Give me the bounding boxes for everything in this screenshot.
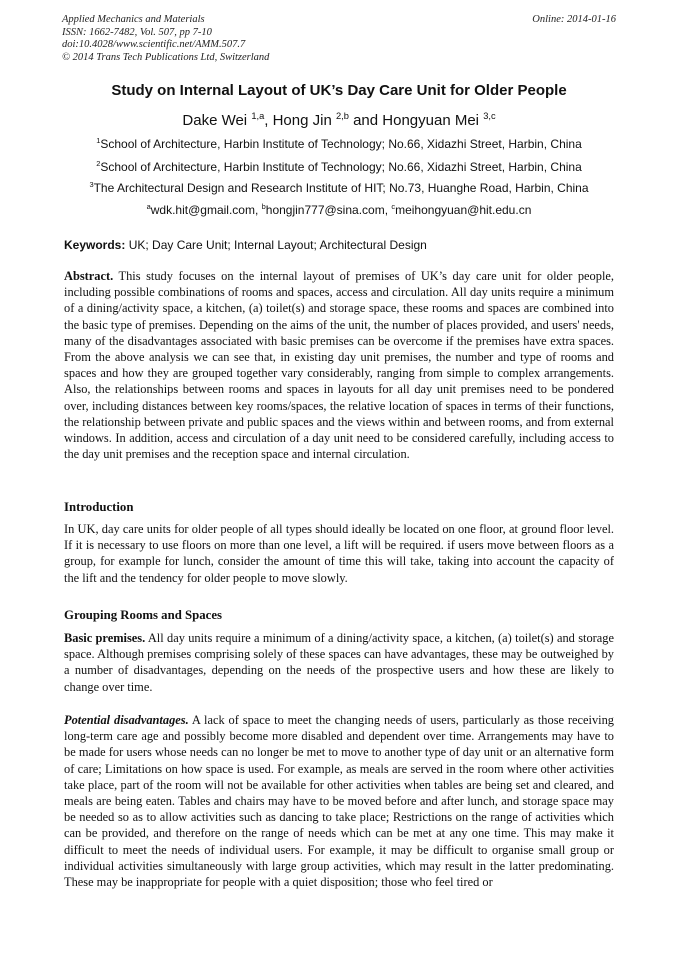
journal-name: Applied Mechanics and Materials xyxy=(62,14,205,25)
email-marker: c xyxy=(391,202,396,211)
author-name: Hong Jin xyxy=(272,112,336,129)
author-separator: and xyxy=(348,112,383,129)
affiliation-2 xyxy=(0,160,678,174)
email-address: hongjin777@sina.com, xyxy=(265,203,392,217)
author-name: Hongyuan Mei xyxy=(382,112,484,129)
author-superscript: 2,b xyxy=(335,111,349,121)
affiliation-3 xyxy=(0,181,678,195)
keywords-line xyxy=(64,238,427,252)
basic-premises-label: Basic premises. xyxy=(64,631,146,645)
author-name: Dake Wei xyxy=(182,112,252,129)
author-superscript: 1,a xyxy=(251,111,265,121)
affiliation-1 xyxy=(0,137,678,151)
issn-line: ISSN: 1662-7482, Vol. 507, pp 7-10 xyxy=(62,26,212,38)
potential-disadvantages-label: Potential disadvantages. xyxy=(64,713,189,727)
potential-disadvantages-text: A lack of space to meet the changing needs of users, particularly as those receiving long-term care age and possibly become more disabled and dependent over time. Arrangements may have to be made for users whose needs can no longer be met to move to another type of day unit or an alternative form of care; Limitations on how space is used. For example, as meals are served in the room where other activities take place, part of the room will not be available for other activities when tables are being set and cleared, and meals are being eaten. Tables and chairs may have to be moved before and after lunch, and storage space may be needed so as to allow activities such as dancing to take place; Restrictions on the range of activities which can be provided, and therefore on the range of needs which can be met at any one time. This may make it difficult to meet the needs of individual users. For example, it may be difficult to organise small group or individual activities simultaneously with large group activities, which may result in the latter predominating. These may be inappropriate for people with a quiet disposition; those who feel tired or xyxy=(64,713,614,890)
affiliation-marker: 1 xyxy=(96,136,101,145)
abstract-text: This study focuses on the internal layout of premises of UK’s day care unit for older people, including possible combinations of rooms and spaces, access and circulation. All day units require a minimum of a dining/activity space, a kitchen, (a) toilet(s) and storage space, these rooms and spaces are combined into the basic type of premises. Depending on the aims of the unit, the number of places provided, and users' needs, many of the disadvantages associated with basic premises can be overcome if the premises have extra spaces. From the above analysis we can see that, in existing day unit premises, the number and type of rooms and spaces and how they are grouped together vary considerably, ranging from simple to complex arrangements. Also, the relationships between rooms and spaces in layouts for all day unit premises need to be pondered over, including distances between key rooms/spaces, the relative location of spaces in terms of their functions, the relationship between private and public spaces and the views within and between rooms, and from external windows. In addition, access and circulation of a day unit need to be considered carefully, including access to the day unit premises and the reception space and internal circulation. xyxy=(64,269,614,462)
affiliation-marker: 2 xyxy=(96,159,101,168)
email-address: wdk.hit@gmail.com, xyxy=(150,203,262,217)
affiliation-text: School of Architecture, Harbin Institute of Technology; No.66, Xidazhi Street, Harbin, China xyxy=(100,137,582,151)
grouping-heading: Grouping Rooms and Spaces xyxy=(64,608,222,622)
author-separator: , xyxy=(264,112,273,129)
doi-line: doi:10.4028/www.scientific.net/AMM.507.7 xyxy=(62,39,246,50)
author-superscript: 3,c xyxy=(483,111,496,121)
copyright-line: © 2014 Trans Tech Publications Ltd, Switzerland xyxy=(62,51,270,63)
abstract-label: Abstract. xyxy=(64,269,114,283)
paper-title: Study on Internal Layout of UK’s Day Care Unit for Older People xyxy=(111,82,567,99)
email-marker: b xyxy=(261,202,266,211)
introduction-heading: Introduction xyxy=(64,500,134,514)
keywords-text: UK; Day Care Unit; Internal Layout; Architectural Design xyxy=(125,238,427,252)
affiliation-text: School of Architecture, Harbin Institute of Technology; No.66, Xidazhi Street, Harbin, China xyxy=(100,160,582,174)
abstract-paragraph xyxy=(64,268,614,462)
keywords-label: Keywords: xyxy=(64,238,126,252)
email-list xyxy=(0,203,678,217)
author-list xyxy=(0,112,678,130)
affiliation-marker: 3 xyxy=(89,180,94,189)
publication-info xyxy=(62,14,269,64)
affiliation-text: The Architectural Design and Research Institute of HIT; No.73, Huanghe Road, Harbin, China xyxy=(93,181,589,195)
potential-disadvantages-paragraph xyxy=(64,712,614,890)
email-address: meihongyuan@hit.edu.cn xyxy=(395,203,532,217)
introduction-paragraph: In UK, day care units for older people of all types should ideally be located on one floor, at ground floor level. If it is necessary to use floors on more than one level, a lift will be required. if users move between floors as a group, for example for lunch, consider the amount of time this will take, taking into account the capacity of the lift and the tendency for older people to move slowly. xyxy=(64,522,614,585)
basic-premises-text: All day units require a minimum of a dining/activity space, a kitchen, (a) toilet(s) and storage space. Although premises comprising solely of these spaces can have advantages, these may be outweighed by a number of disadvantages, depending on the needs of the prospective users and how these are likely to change over time. xyxy=(64,631,614,694)
online-date: Online: 2014-01-16 xyxy=(532,14,616,25)
email-marker: a xyxy=(146,202,151,211)
basic-premises-paragraph xyxy=(64,630,614,695)
